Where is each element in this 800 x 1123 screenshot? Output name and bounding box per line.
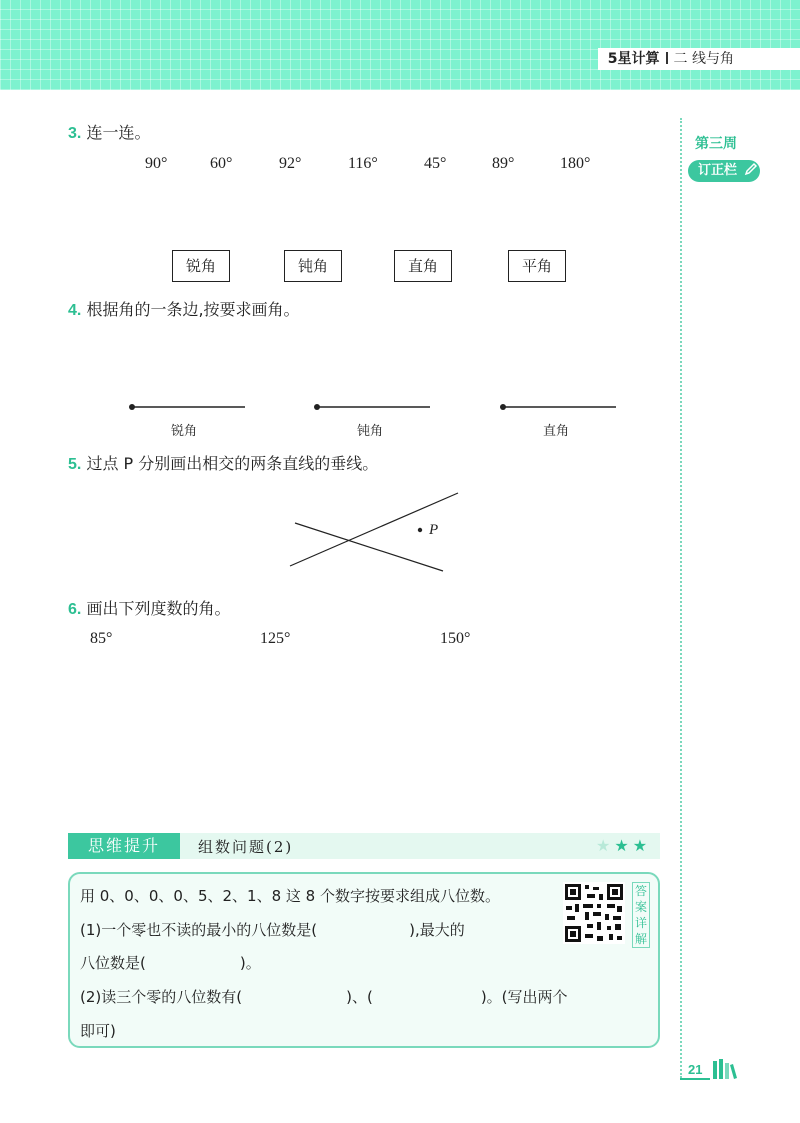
degree-90: 90° (145, 155, 168, 172)
problem-line-4 (80, 986, 568, 1007)
question-3-heading (68, 120, 150, 143)
degree-60: 60° (210, 155, 233, 172)
question-text: 连一连。 (86, 123, 151, 142)
page-number: 21 (688, 1062, 703, 1077)
draw-degree-125: 125° (260, 630, 291, 647)
problem-line-5: 即可) (80, 1022, 116, 1040)
series-name: 5星计算 (607, 51, 660, 67)
degree-116: 116° (348, 155, 378, 172)
degree-45: 45° (424, 155, 447, 172)
question-6-heading (68, 596, 230, 619)
books-icon (712, 1058, 738, 1080)
ray-label-right: 直角 (543, 424, 570, 439)
header-band (0, 0, 800, 90)
question-text: 画出下列度数的角。 (86, 599, 231, 618)
problem-text: )、( (346, 988, 373, 1006)
problem-line-1: 用 0、0、0、0、5、2、1、8 这 8 个数字按要求组成八位数。 (80, 887, 500, 905)
problem-text: (1)一个零也不读的最小的八位数是( (80, 921, 318, 939)
chapter-name: 二 线与角 (673, 51, 734, 67)
margin-divider (680, 118, 682, 1078)
problem-text: 八位数是( (80, 954, 146, 972)
answer-explanation-label: 答案详解 (632, 882, 650, 948)
ray-label-acute: 锐角 (171, 424, 198, 439)
draw-degree-85: 85° (90, 630, 113, 647)
thinking-tag: 思维提升 (68, 833, 180, 859)
thinking-title: 组数问题(2) (198, 838, 294, 856)
question-number: 4. (68, 302, 82, 319)
problem-text: (2)读三个零的八位数有( (80, 988, 243, 1006)
draw-degree-150: 150° (440, 630, 471, 647)
point-p-label: P (429, 522, 439, 538)
angle-rays (120, 395, 630, 415)
category-right: 直角 (394, 250, 452, 282)
problem-line-2 (80, 919, 465, 940)
question-5-heading (68, 451, 378, 474)
problem-text: ),最大的 (409, 921, 465, 939)
category-obtuse: 钝角 (284, 250, 342, 282)
question-number: 5. (68, 456, 82, 473)
category-acute: 锐角 (172, 250, 230, 282)
qr-code-icon[interactable] (563, 882, 625, 944)
problem-text: )。 (239, 954, 261, 972)
week-label: 第三周 (695, 135, 737, 151)
problem-text: )。(写出两个 (480, 988, 568, 1006)
problem-line-3 (80, 952, 261, 973)
difficulty-stars-icon: ★★★ (596, 836, 652, 855)
question-text: 根据角的一条边,按要求画角。 (86, 300, 300, 319)
header-separator (666, 52, 668, 64)
pencil-icon (744, 162, 758, 176)
question-number: 6. (68, 601, 82, 618)
correction-label: 订正栏 (698, 163, 738, 178)
ray-label-obtuse: 钝角 (357, 424, 384, 439)
question-number: 3. (68, 125, 82, 142)
correction-column-tag (688, 160, 760, 182)
degree-92: 92° (279, 155, 302, 172)
degree-180: 180° (560, 155, 591, 172)
page-number-underline (680, 1078, 710, 1080)
category-straight: 平角 (508, 250, 566, 282)
point-p (418, 528, 422, 532)
question-text: 过点 P 分别画出相交的两条直线的垂线。 (86, 454, 379, 473)
degree-89: 89° (492, 155, 515, 172)
chapter-header (598, 48, 800, 70)
question-4-heading (68, 297, 300, 320)
